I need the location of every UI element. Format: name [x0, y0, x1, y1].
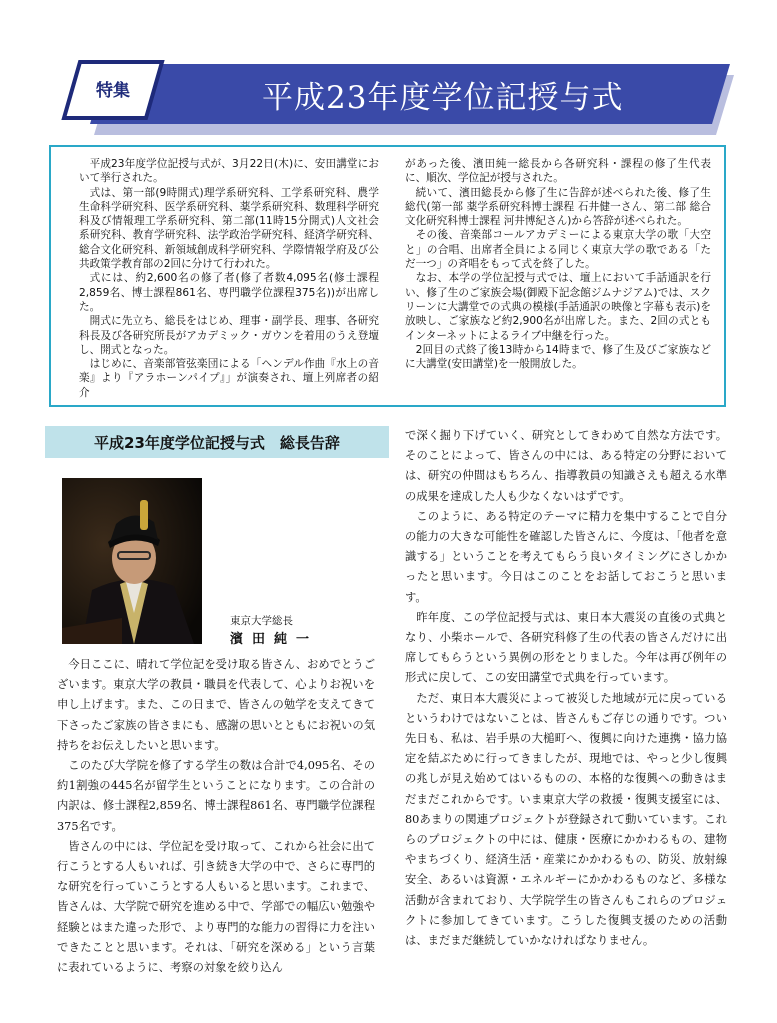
speech-paragraph: で深く掘り下げていく、研究としてきわめて自然な方法です。そのことによって、皆さんの中には、ある特定の分野においては、研究の仲間はもちろん、指導教員の知識さえも超える水準の成果を達成した人も少なくないはずです。	[405, 429, 727, 503]
page-title: 平成23年度学位記授与式	[262, 80, 624, 116]
summary-paragraph: なお、本学の学位記授与式では、壇上において手話通訳を行い、修了生のご家族会場(御殿下記念館ジムナジアム)では、スクリーンに大講堂での式典の模様(手話通訳の映像と字幕も表示)を放映し、ご家族など約2,900名が出席した。また、2回の式ともインターネットによるライブ中継を行った。	[405, 272, 711, 342]
summary-paragraph: 続いて、濱田総長から修了生に告辞が述べられた後、修了生総代(第一部 薬学系研究科博士課程 石井健一さん、第二部 総合文化研究科博士課程 河井博紀さん)から答辞が述べられた。	[405, 186, 711, 228]
summary-paragraph: 平成23年度学位記授与式が、3月22日(木)に、安田講堂において挙行された。	[79, 158, 379, 185]
summary-paragraph: 開式に先立ち、総長をはじめ、理事・副学長、理事、各研究科長及び各研究所長がアカデミック・ガウンを着用のうえ登壇し、開式となった。	[79, 315, 379, 356]
speech-paragraph: 皆さんの中には、学位記を受け取って、これから社会に出て行こうとする人もいれば、引き続き大学の中で、さらに専門的な研究を行っていこうとする人もいると思います。これまで、皆さんは、大学院で研究を進める中で、学部での幅広い勉強や経験とはまた違った形で、より専門的な能力の習得に力を注いできたことと思います。それは、「研究を深める」という言葉に表れているように、考察の対象を絞り込ん	[57, 839, 375, 975]
speech-heading: 平成23年度学位記授与式 総長告辞	[94, 434, 340, 452]
summary-paragraph: その後、音楽部コールアカデミーによる東京大学の歌「大空と」の合唱、出席者全員による同じく東京大学の歌である「ただ一つ」の斉唱をもって式を終了した。	[405, 229, 711, 271]
portrait-photo	[62, 478, 202, 644]
summary-paragraph: があった後、濱田純一総長から各研究科・課程の修了生代表に、順次、学位記が授与された。	[405, 158, 711, 185]
speech-right-column	[405, 426, 727, 951]
portrait-caption-title: 東京大学総長	[230, 615, 293, 627]
speech-paragraph: 今日ここに、晴れて学位記を受け取る皆さん、おめでとうございます。東京大学の教員・職員を代表して、心よりお祝いを申し上げます。また、この日まで、皆さんの勉学を支えてきて下さったご家族の皆さまにも、感謝の思いとともにお祝いの気持ちをお伝えしたいと思います。	[57, 658, 375, 752]
summary-box	[49, 145, 726, 407]
summary-left-column	[79, 157, 379, 400]
portrait-caption-name: 濱田純一	[230, 632, 319, 647]
speech-paragraph: 昨年度、この学位記授与式は、東日本大震災の直後の式典となり、小柴ホールで、各研究科修了生の代表の皆さんだけに出席してもらうという異例の形をとりました。今年は再び例年の形式に戻して、この安田講堂で式典を行っています。	[405, 610, 727, 685]
header-banner-graphic	[0, 0, 777, 140]
feature-header	[0, 0, 777, 140]
president-portrait	[62, 478, 202, 644]
speech-left-column	[57, 655, 375, 978]
summary-right-column	[405, 157, 711, 371]
speech-heading-banner	[45, 426, 389, 458]
speech-paragraph: ただ、東日本大震災によって被災した地域が元に戻っているというわけではないことは、皆さんもご存じの通りです。つい先日も、私は、岩手県の大槌町へ、復興に向けた連携・協力協定を結ぶために行ってきましたが、現地では、やっと少し復興の兆しが見え始めてはいるものの、本格的な復興への動きはまだまだこれからです。いま東京大学の救援・復興支援室には、80あまりの関連プロジェクトが登録されて動いています。これらのプロジェクトの中には、健康・医療にかかわるもの、建物やまちづくり、経済生活・産業にかかわるもの、防災、放射線安全、あるいは資源・エネルギーにかかわるものなど、多様な活動が含まれており、大学院学生の皆さんもこれらのプロジェクトに参加してきています。こうした復興支援のための活動は、まだまだ継続していかなければなりません。	[405, 691, 727, 948]
summary-paragraph: はじめに、音楽部管弦楽団による「ヘンデル作曲『水上の音楽』より『アラホーンパイプ』」が演奏され、壇上列席者の紹介	[79, 358, 379, 399]
speech-paragraph: このたび大学院を修了する学生の数は合計で4,095名、その約1割強の445名が留学生ということになります。この合計の内訳は、修士課程2,859名、博士課程861名、専門職学位課程375名です。	[57, 759, 375, 833]
summary-paragraph: 式には、約2,600名の修了者(修了者数4,095名(修士課程2,859名、博士課程861名、専門職学位課程375名))が出席した。	[79, 272, 379, 313]
summary-paragraph: 2回目の式終了後13時から14時まで、修了生及びご家族などに大講堂(安田講堂)を一般開放した。	[405, 343, 711, 371]
feature-tag: 特集	[96, 81, 130, 101]
summary-paragraph: 式は、第一部(9時開式)理学系研究科、工学系研究科、農学生命科学研究科、医学系研究科、薬学系研究科、数理科学研究科及び情報理工学系研究科、第二部(11時15分開式)人文社会系研究科、教育学研究科、法学政治学研究科、経済学研究科、総合文化研究科、新領域創成科学研究科、学際情報学府及び公共政策学教育部の2回に分けて行われた。	[79, 186, 379, 271]
speech-paragraph: このように、ある特定のテーマに精力を集中することで自分の能力の大きな可能性を確認した皆さんに、今度は、「他者を意識する」ということを考えてもらう良いタイミングにさしかかったと思います。今日はこのことをお話しておこうと思います。	[405, 509, 727, 604]
